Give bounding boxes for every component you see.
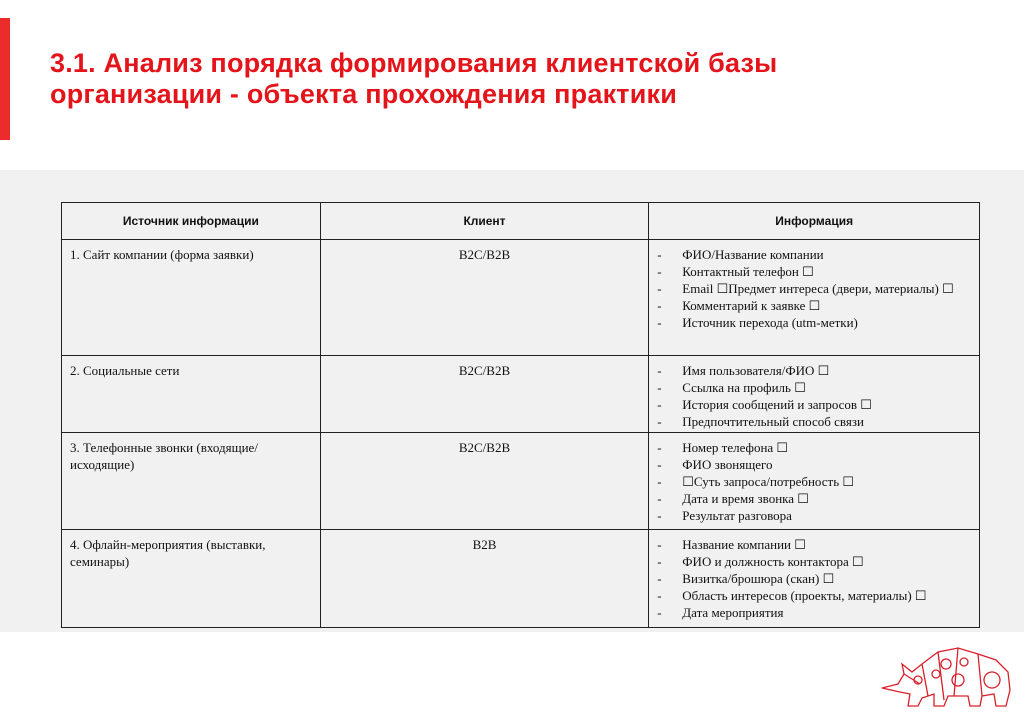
list-item: - Номер телефона ☐ — [657, 439, 971, 456]
list-item: - Результат разговора — [657, 507, 971, 524]
list-item: - ФИО и должность контактора ☐ — [657, 553, 971, 570]
list-item: - Дата мероприятия — [657, 604, 971, 621]
list-item: - Дата и время звонка ☐ — [657, 490, 971, 507]
page-title — [50, 48, 777, 110]
info-cell — [649, 433, 980, 530]
table-row — [62, 240, 980, 356]
list-item: - Email ☐Предмет интереса (двери, материалы) ☐ — [657, 280, 971, 297]
table-header-row — [62, 203, 980, 240]
header-source: Источник информации — [62, 203, 321, 240]
list-item: - ☐Суть запроса/потребность ☐ — [657, 473, 971, 490]
list-item: - Ссылка на профиль ☐ — [657, 379, 971, 396]
list-item: - Область интересов (проекты, материалы) ☐ — [657, 587, 971, 604]
list-item: - Источник перехода (utm-метки) — [657, 314, 971, 331]
info-list — [657, 536, 971, 621]
info-cell — [649, 240, 980, 356]
list-item: - Название компании ☐ — [657, 536, 971, 553]
client-cell: B2C/B2B — [320, 433, 649, 530]
title-line-1: 3.1. Анализ порядка формирования клиентской базы — [50, 48, 778, 78]
rhino-logo-icon — [878, 640, 1018, 710]
client-sources-table — [61, 202, 980, 628]
list-item: - Визитка/брошюра (скан) ☐ — [657, 570, 971, 587]
client-cell: B2C/B2B — [320, 356, 649, 433]
client-cell: B2C/B2B — [320, 240, 649, 356]
list-item: - Комментарий к заявке ☐ — [657, 297, 971, 314]
table-row — [62, 356, 980, 433]
source-cell: 2. Социальные сети — [62, 356, 321, 433]
list-item: - ФИО/Название компании — [657, 246, 971, 263]
info-list — [657, 246, 971, 331]
info-cell — [649, 356, 980, 433]
info-cell — [649, 530, 980, 628]
client-cell: B2B — [320, 530, 649, 628]
list-item: - Имя пользователя/ФИО ☐ — [657, 362, 971, 379]
header-info: Информация — [649, 203, 980, 240]
list-item: - Контактный телефон ☐ — [657, 263, 971, 280]
list-item: - История сообщений и запросов ☐ — [657, 396, 971, 413]
table-row — [62, 530, 980, 628]
info-list — [657, 362, 971, 430]
source-cell: 3. Телефонные звонки (входящие/исходящие) — [62, 433, 321, 530]
list-item: - Предпочтительный способ связи — [657, 413, 971, 430]
source-cell: 4. Офлайн-мероприятия (выставки, семинары) — [62, 530, 321, 628]
info-list — [657, 439, 971, 524]
list-item: - ФИО звонящего — [657, 456, 971, 473]
header-client: Клиент — [320, 203, 649, 240]
source-cell: 1. Сайт компании (форма заявки) — [62, 240, 321, 356]
table-row — [62, 433, 980, 530]
title-line-2: организации - объекта прохождения практики — [50, 79, 678, 109]
accent-bar — [0, 18, 10, 140]
